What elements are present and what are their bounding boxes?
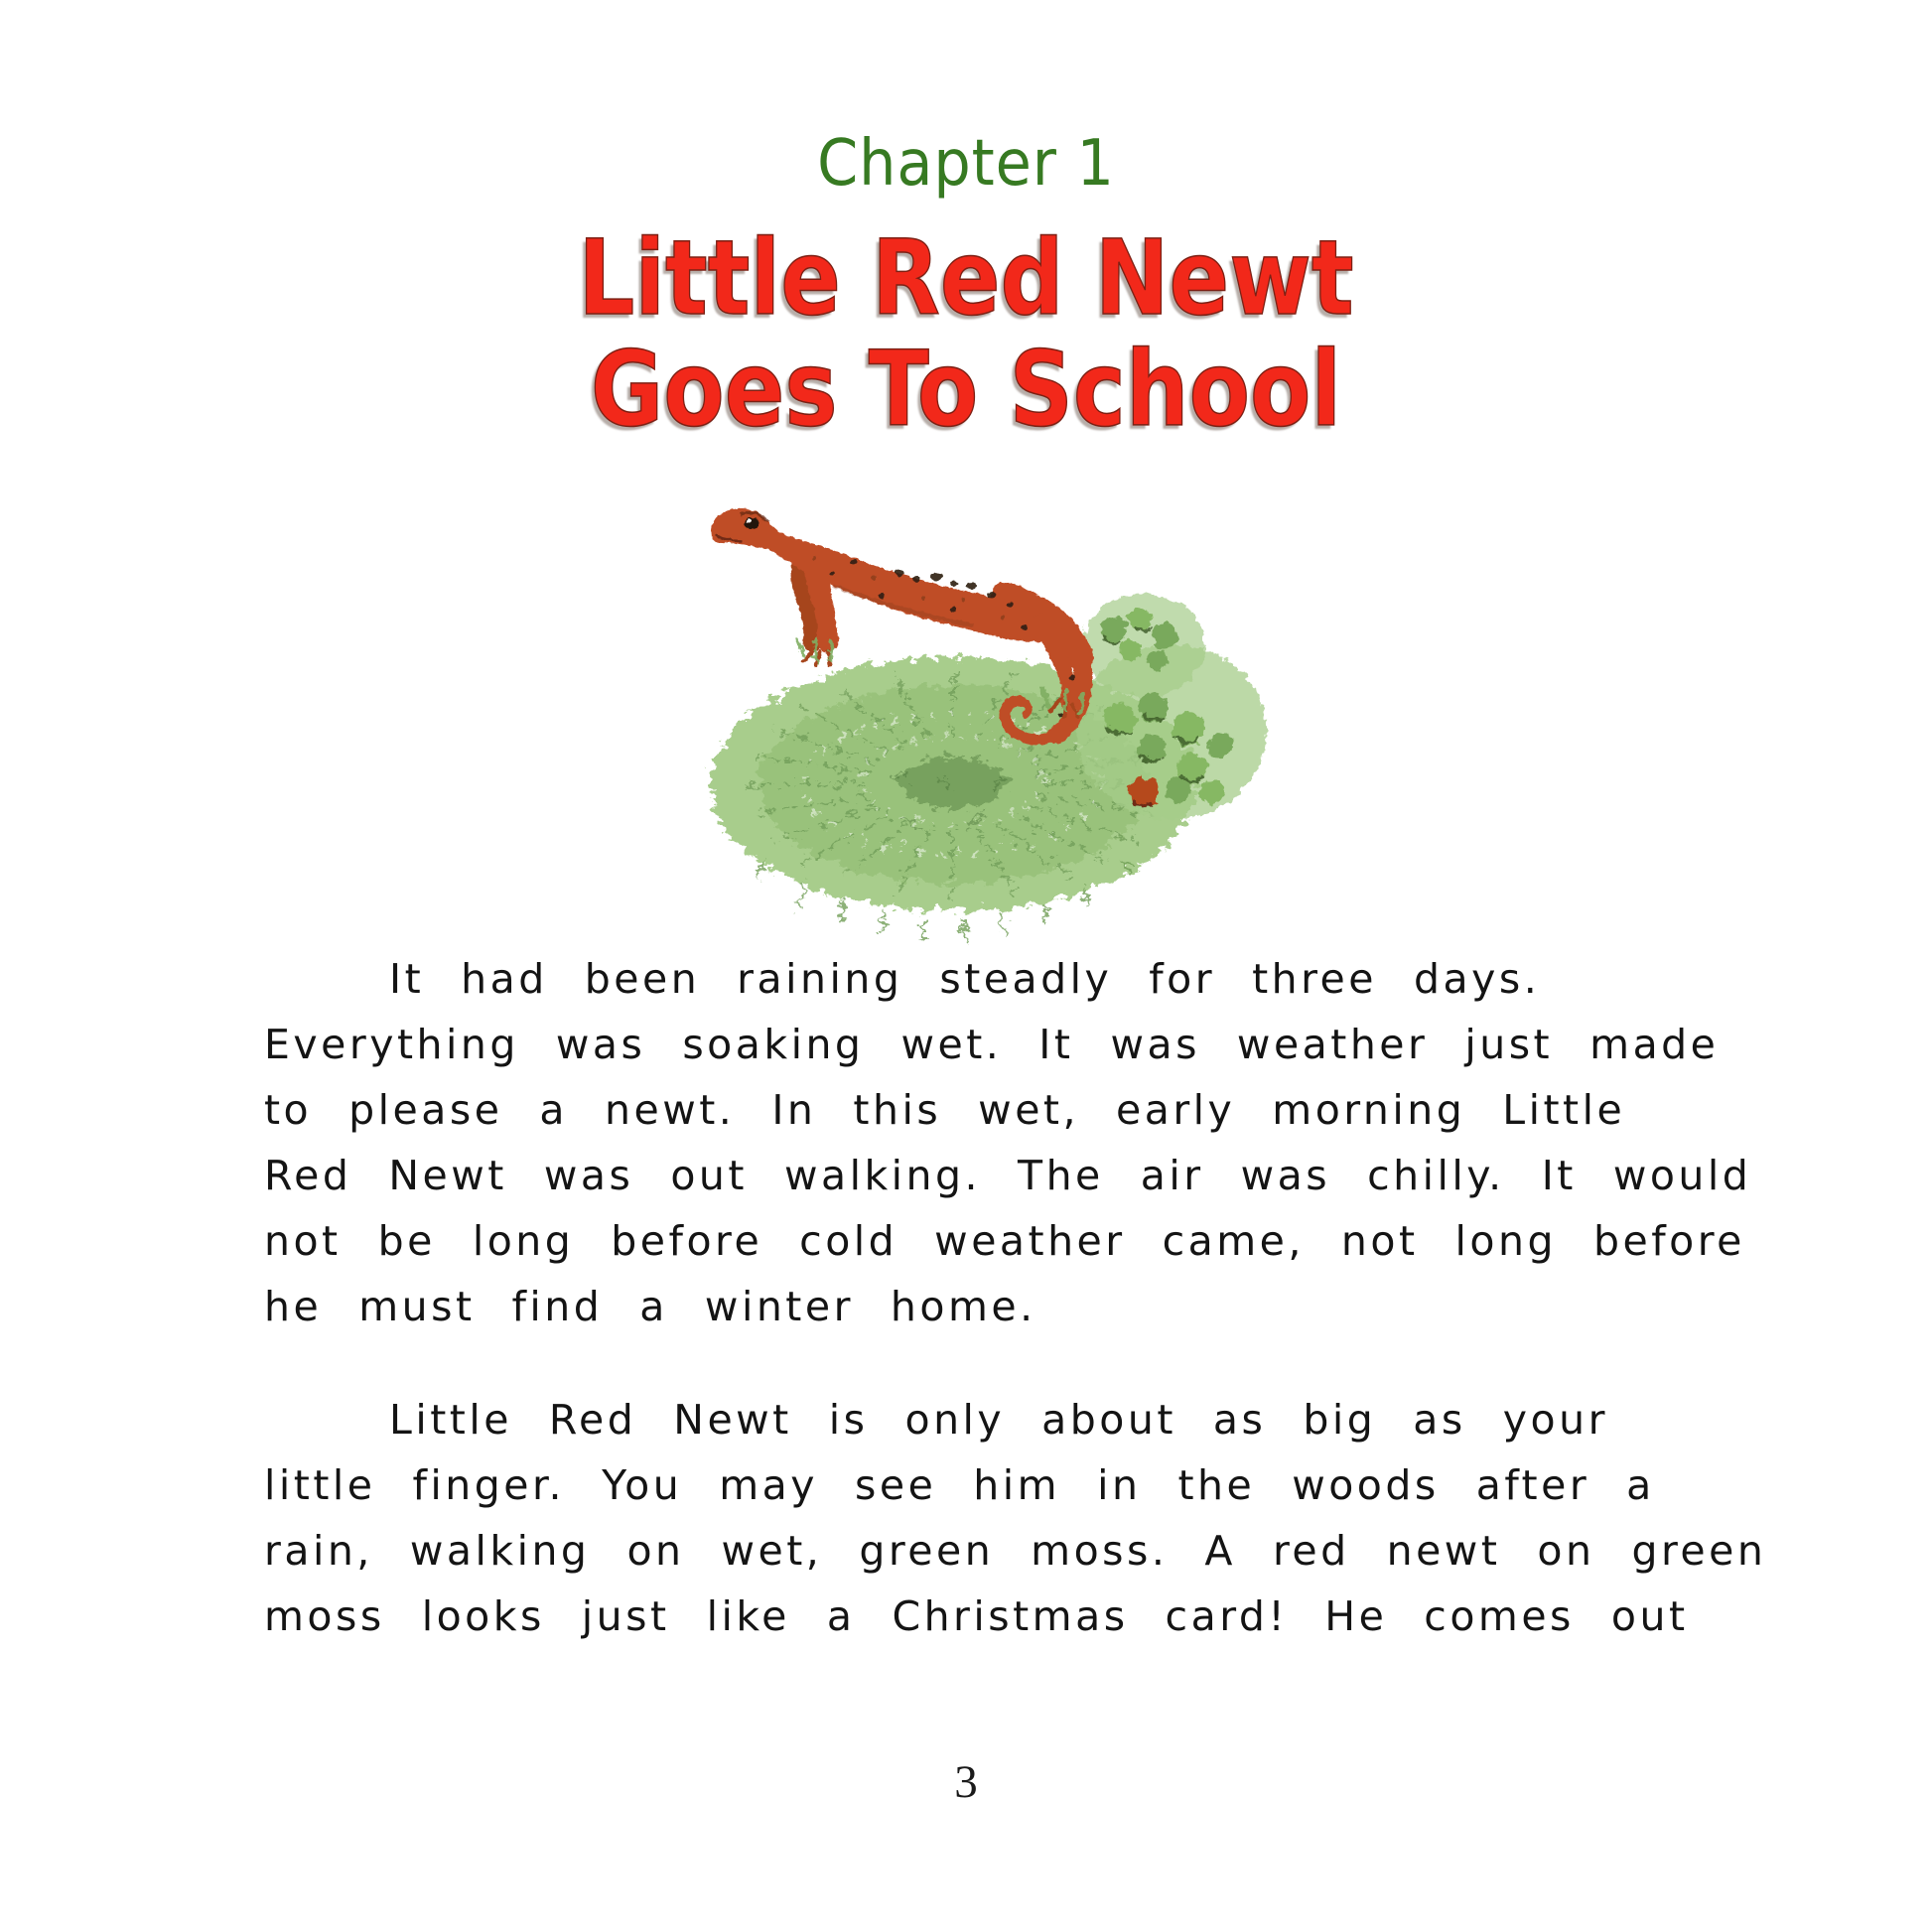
page-title [135, 217, 1797, 450]
text-line: Everything was soaking wet. It was weather just made [264, 1021, 1720, 1068]
text-line: Little Red Newt is only about as big as your [389, 1396, 1608, 1444]
title-line-2: Goes To School [590, 329, 1342, 450]
chapter-heading: Chapter 1 [817, 127, 1115, 201]
paragraph-2 [264, 1387, 1767, 1649]
berry-cluster [1076, 594, 1267, 819]
paragraph-1 [264, 946, 1752, 1339]
text-line: little finger. You may see him in the woods after a [264, 1461, 1655, 1509]
text-line: rain, walking on wet, green moss. A red newt on green [264, 1527, 1767, 1575]
body-text [264, 946, 1767, 1697]
newt-on-moss-illustration [655, 479, 1273, 945]
text-line: It had been raining steadly for three days. [389, 955, 1541, 1003]
page-number: 3 [954, 1756, 978, 1808]
text-line: he must find a winter home. [264, 1283, 1036, 1330]
title-line-1: Little Red Newt [578, 217, 1354, 339]
text-line: Red Newt was out walking. The air was chilly. It would [264, 1152, 1752, 1199]
text-line: not be long before cold weather came, not long before [264, 1217, 1745, 1265]
text-line: to please a newt. In this wet, early morning Little [264, 1086, 1626, 1134]
text-line: moss looks just like a Christmas card! He comes out [264, 1592, 1689, 1640]
